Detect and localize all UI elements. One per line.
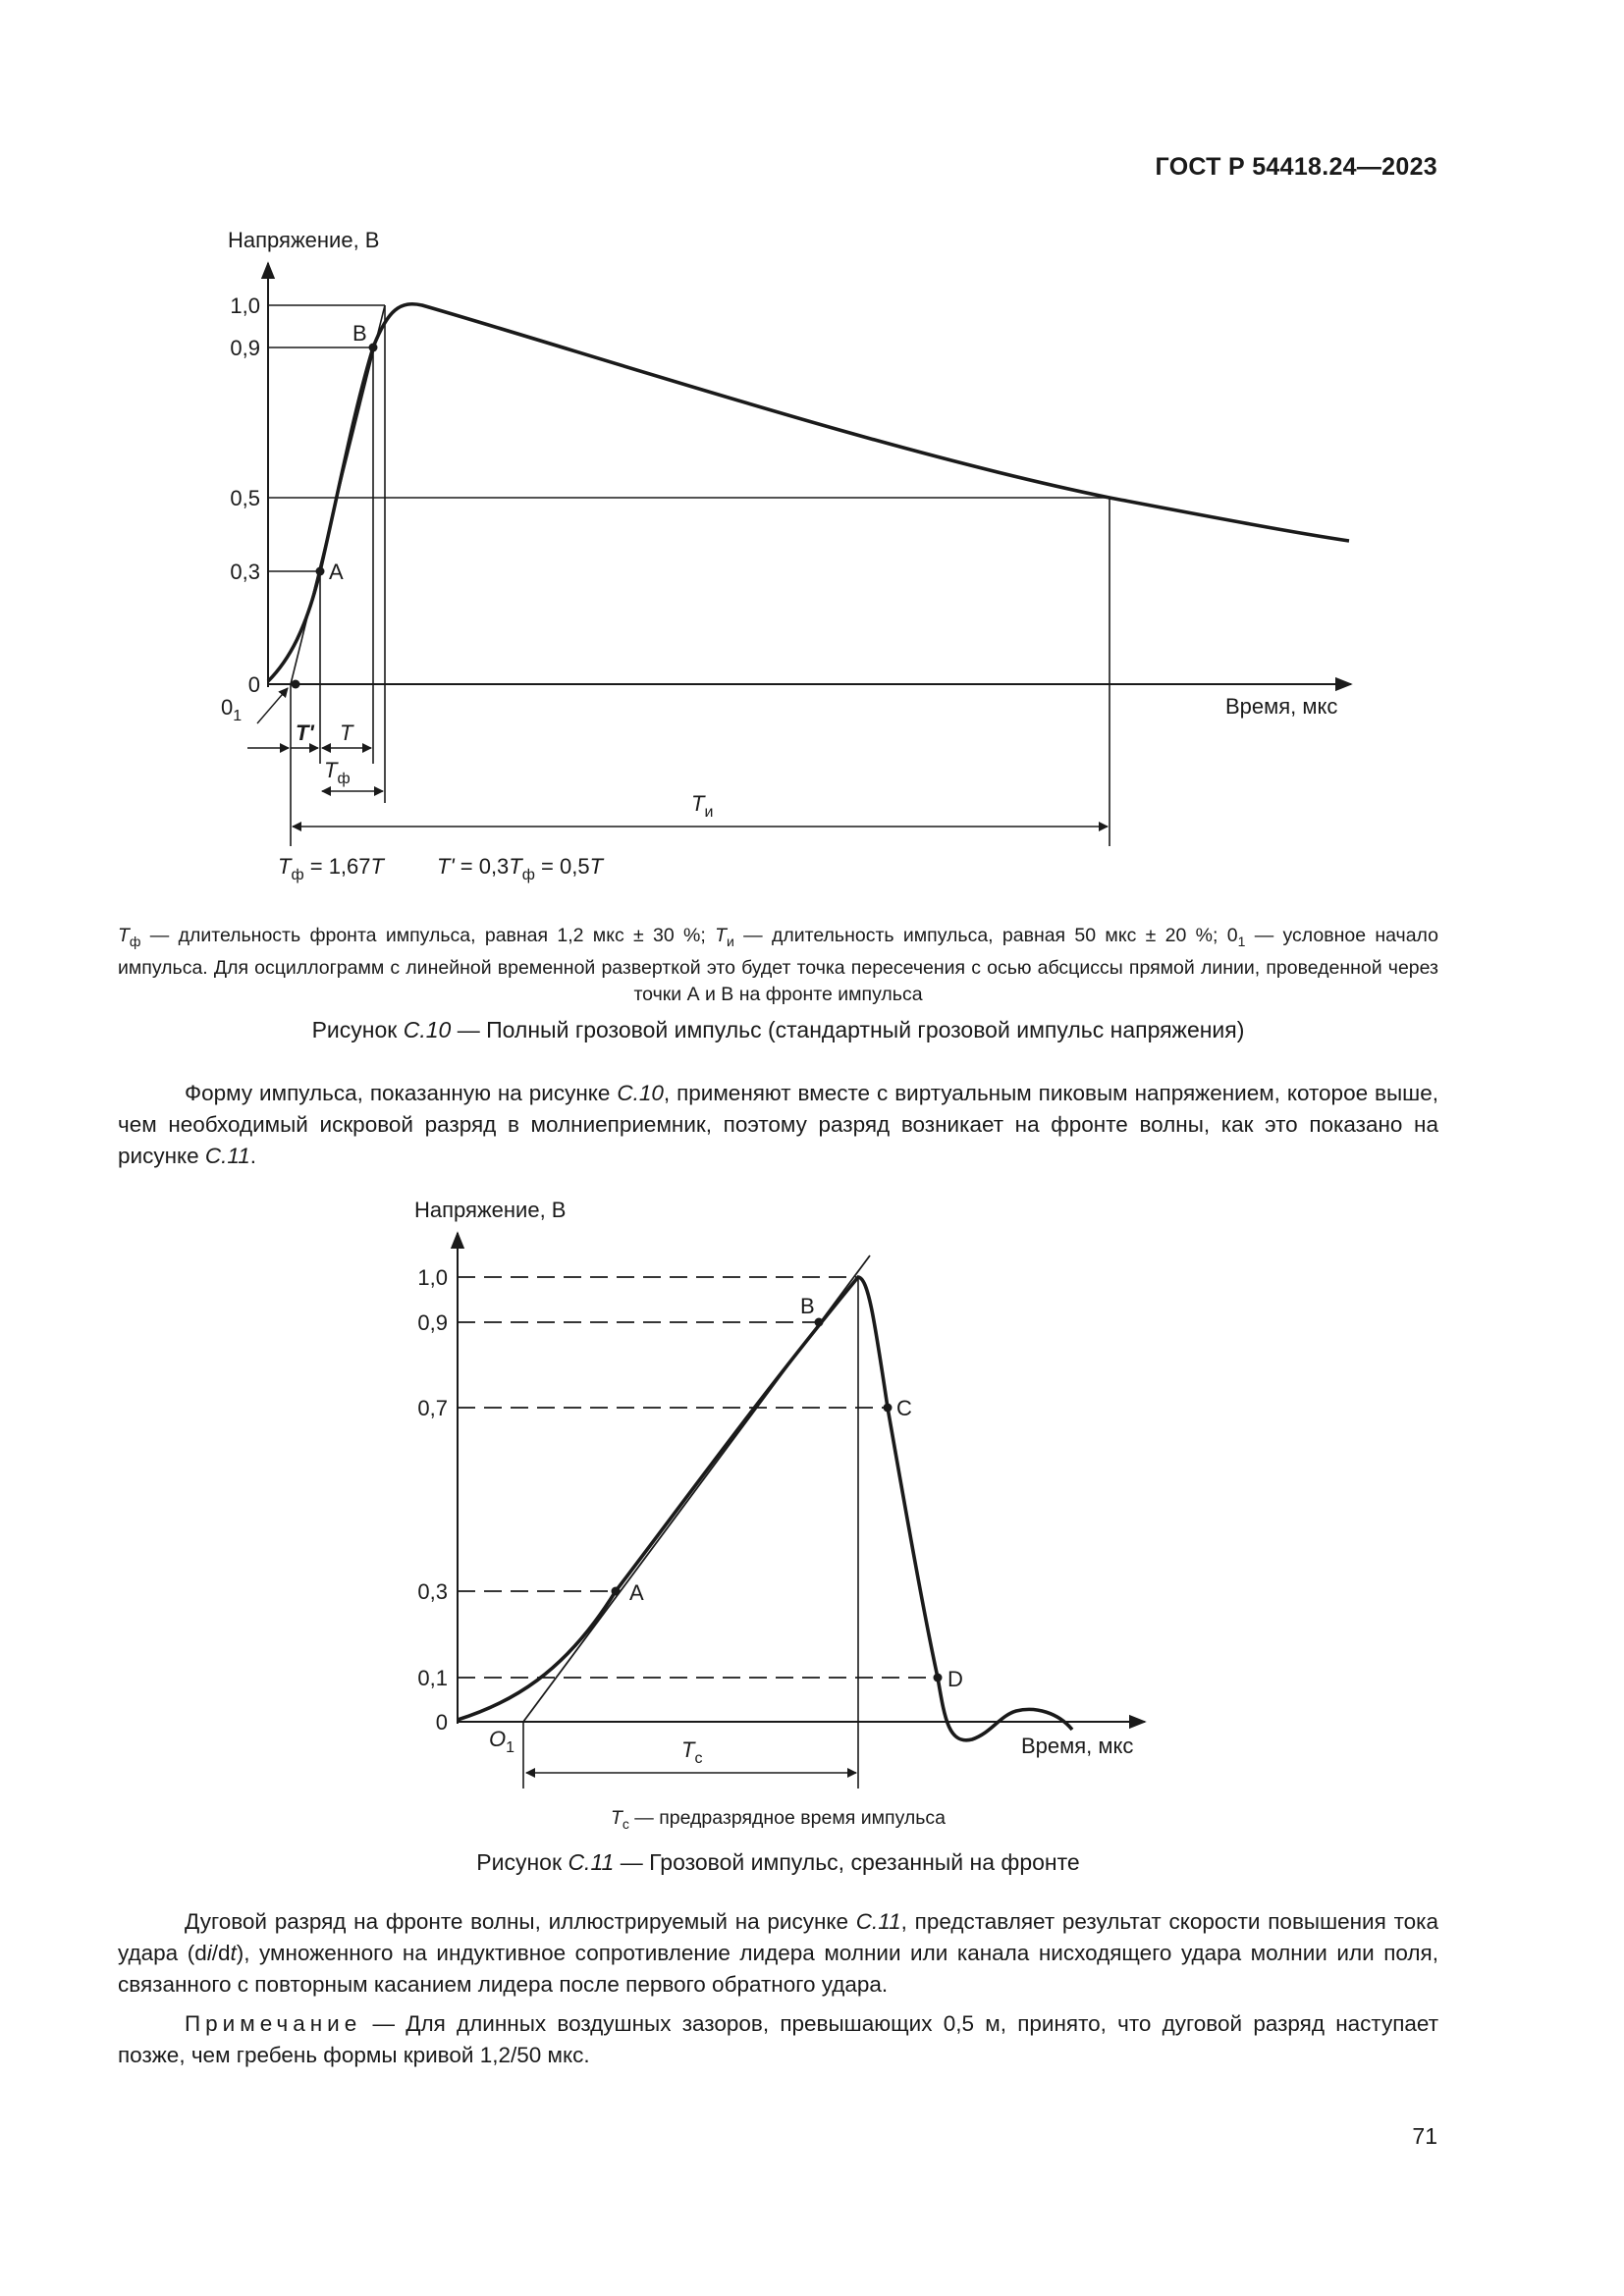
paragraph-1: Форму импульса, показанную на рисунке С.10, применяют вместе с виртуальным пиковым напряжением, которое выше, чем необходимый искровой разряд в молниеприемник, поэтому разряд возникает на фронте волны, как это показано на рисунке С.11. — [118, 1081, 1438, 1168]
figure-c10-legend: $T_ф$ — длительность фронта импульса, равная 1,2 мкс ± 30 %; $T_и$ — длительность импульса, равная 50 мкс ± 20 %; $0_1$ — условное начало импульса. Для осциллограмм с линейной временной разверткой это будет точка пересечения с осью абсцисcы прямой линии, проведенной через точки А и В на фронте импульса — [118, 925, 1438, 1005]
formula-t-prime: $T' = 0,3T_ф = 0,5T$ — [437, 854, 604, 883]
point-b-marker-c11 — [815, 1318, 824, 1327]
formula-t-f: $T_ф = 1,67T$ — [278, 854, 384, 883]
y-axis-label-c11: Напряжение, В — [414, 1198, 567, 1222]
dim-t-prime-label: T' — [296, 721, 314, 745]
chopped-impulse-curve — [458, 1277, 1072, 1740]
x-axis-label: Время, мкс — [1225, 694, 1338, 719]
dim-t-f-label: $T_ф$ — [324, 758, 351, 787]
point-a-label-c11: A — [629, 1580, 644, 1605]
point-b-label-c11: B — [800, 1294, 815, 1318]
tick-label-1-0-c11: 1,0 — [417, 1265, 448, 1290]
y-axis-label: Напряжение, В — [228, 228, 380, 252]
point-d-label: D — [947, 1667, 963, 1691]
point-a-marker-c11 — [612, 1587, 621, 1596]
page-number: 71 — [1412, 2123, 1437, 2149]
tick-label-0-7-c11: 0,7 — [417, 1396, 448, 1420]
note-label: Примечание — [185, 2011, 362, 2036]
x-axis-label-c11: Время, мкс — [1021, 1734, 1134, 1758]
point-b-label: В — [352, 321, 367, 346]
tick-label-1-0: 1,0 — [230, 294, 260, 318]
origin-label: $0_1$ — [221, 695, 243, 724]
tick-label-0-1-c11: 0,1 — [417, 1666, 448, 1690]
point-a-label: А — [329, 560, 344, 584]
point-d-marker — [934, 1674, 943, 1682]
dim-t-label: T — [340, 721, 353, 745]
document-header: ГОСТ Р 54418.24—2023 — [1155, 153, 1437, 181]
point-c-marker — [884, 1404, 893, 1413]
tick-label-0-c11: 0 — [435, 1710, 448, 1735]
figure-c11-legend: $T_с$ — предразрядное время импульса — [610, 1807, 947, 1832]
tick-label-0-3: 0,3 — [230, 560, 260, 584]
dim-t-i-label: $T_и$ — [691, 791, 714, 821]
figure-c11-caption: Рисунок С.11 — Грозовой импульс, срезанный на фронте — [476, 1849, 1080, 1875]
paragraph-2: Дуговой разряд на фронте волны, иллюстрируемый на рисунке С.11, представляет результат скорости повышения тока удара (di/dt), умноженного на индуктивное сопротивление лидера молнии или канала нисходящего удара молнии или поля, связанного с повторным касанием лидера после первого обратного удара. — [118, 1909, 1438, 1997]
tick-label-0: 0 — [247, 672, 260, 697]
tick-label-0-5: 0,5 — [230, 486, 260, 510]
dim-t-c-label: $T_c$ — [681, 1737, 703, 1767]
tick-label-0-9-c11: 0,9 — [417, 1310, 448, 1335]
note-paragraph: Примечание — Для длинных воздушных зазоров, превышающих 0,5 м, принято, что дуговой разряд наступает позже, чем гребень формы кривой 1,2/50 мкс. — [118, 2011, 1438, 2067]
figure-c10-caption: Рисунок С.10 — Полный грозовой импульс (стандартный грозовой импульс напряжения) — [311, 1017, 1245, 1042]
tick-label-0-3-c11: 0,3 — [417, 1579, 448, 1604]
point-c-label: C — [896, 1396, 912, 1420]
tick-label-0-9: 0,9 — [230, 336, 260, 360]
origin-label-c11: $O_1$ — [489, 1727, 515, 1756]
